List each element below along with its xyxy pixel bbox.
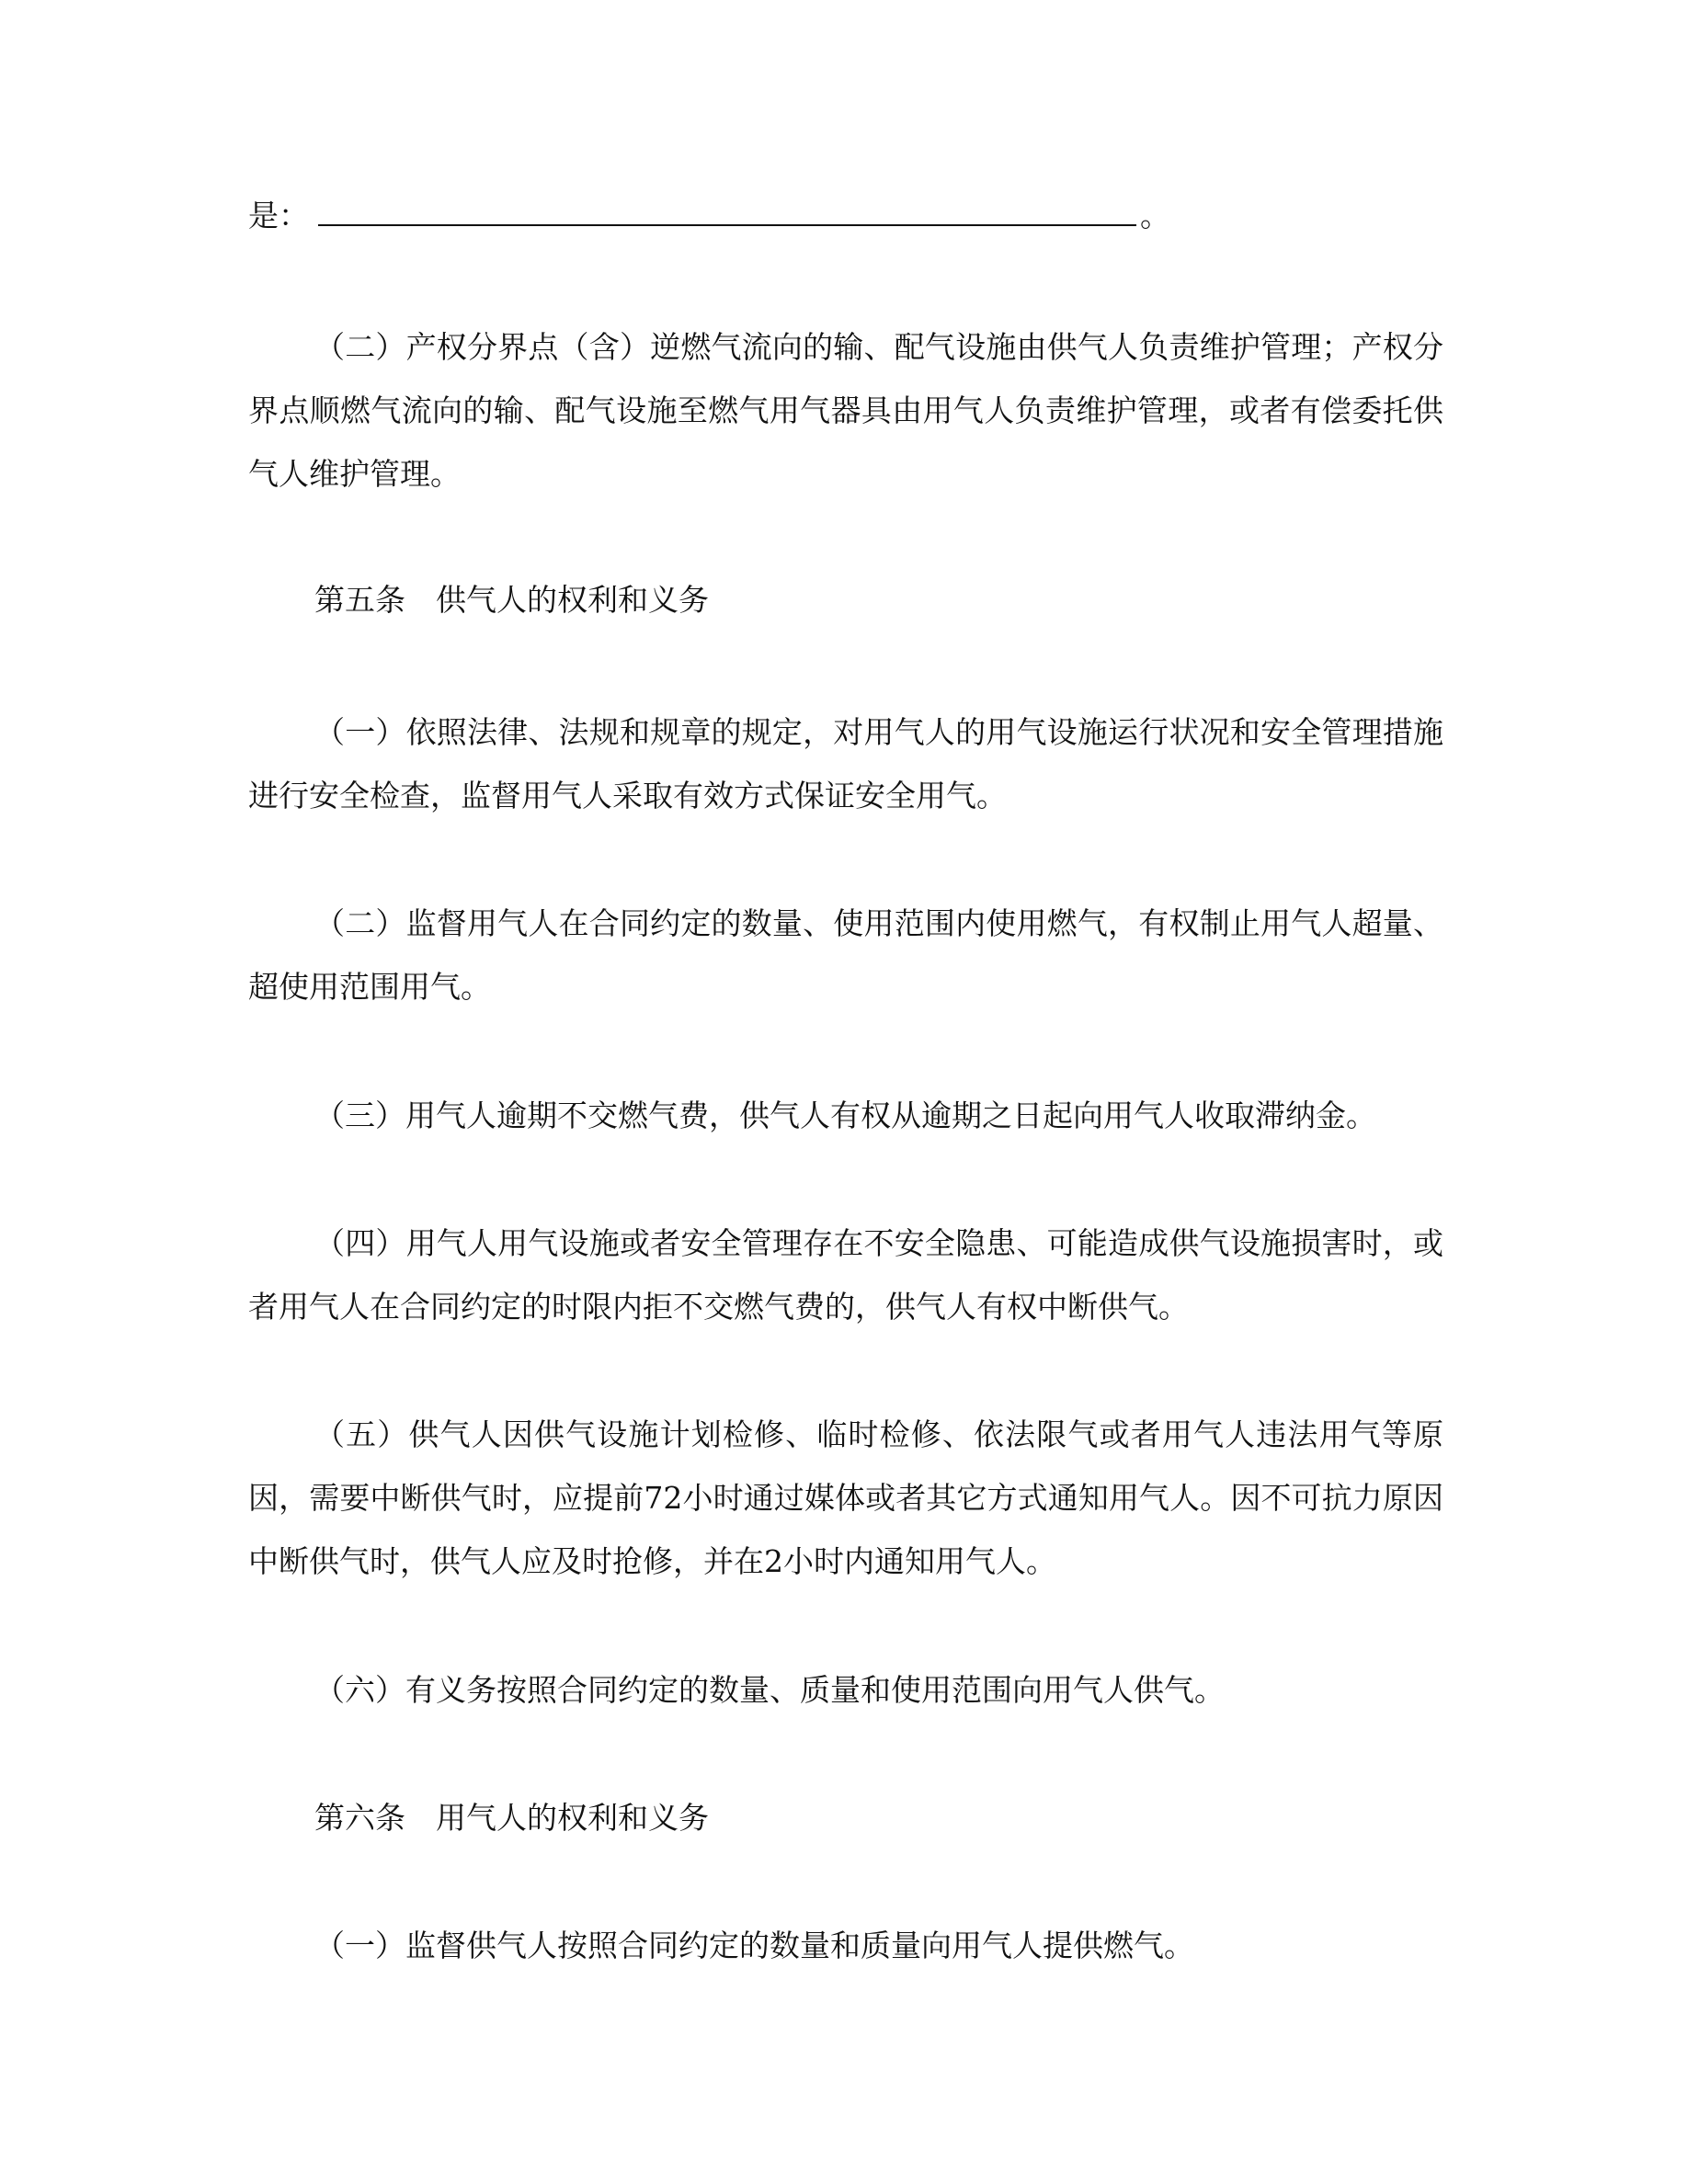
article-6-heading: 第六条 用气人的权利和义务 <box>314 1800 709 1836</box>
paragraph-4-2: （二）产权分界点（含）逆燃气流向的输、配气设施由供气人负责维护管理；产权分界点顺燃气流向的输、配气设施至燃气用气器具由用气人负责维护管理，或者有偿委托供气人维护管理。 <box>248 329 1443 492</box>
intro-end: 。 <box>1140 198 1170 233</box>
paragraph-5-2: （二）监督用气人在合同约定的数量、使用范围内使用燃气，有权制止用气人超量、超使用范围用气。 <box>248 905 1443 1005</box>
intro-label: 是： <box>248 198 309 233</box>
paragraph-6-1: （一）监督供气人按照合同约定的数量和质量向用气人提供燃气。 <box>314 1928 1194 1963</box>
paragraph-5-3: （三）用气人逾期不交燃气费，供气人有权从逾期之日起向用气人收取滞纳金。 <box>314 1098 1376 1133</box>
paragraph-5-6: （六）有义务按照合同约定的数量、质量和使用范围向用气人供气。 <box>314 1672 1225 1708</box>
article-5-heading: 第五条 供气人的权利和义务 <box>314 582 709 618</box>
blank-fill-line <box>318 197 1136 226</box>
paragraph-5-5: （五）供气人因供气设施计划检修、临时检修、依法限气或者用气人违法用气等原因，需要中断供气时，应提前72小时通过媒体或者其它方式通知用气人。因不可抗力原因中断供气时，供气人应及时抢修，并在2小时内通知用气人。 <box>248 1416 1443 1579</box>
paragraph-5-1: （一）依照法律、法规和规章的规定，对用气人的用气设施运行状况和安全管理措施进行安全检查，监督用气人采取有效方式保证安全用气。 <box>248 714 1443 813</box>
intro-line <box>248 184 1443 247</box>
paragraph-5-4: （四）用气人用气设施或者安全管理存在不安全隐患、可能造成供气设施损害时，或者用气人在合同约定的时限内拒不交燃气费的，供气人有权中断供气。 <box>248 1225 1443 1325</box>
